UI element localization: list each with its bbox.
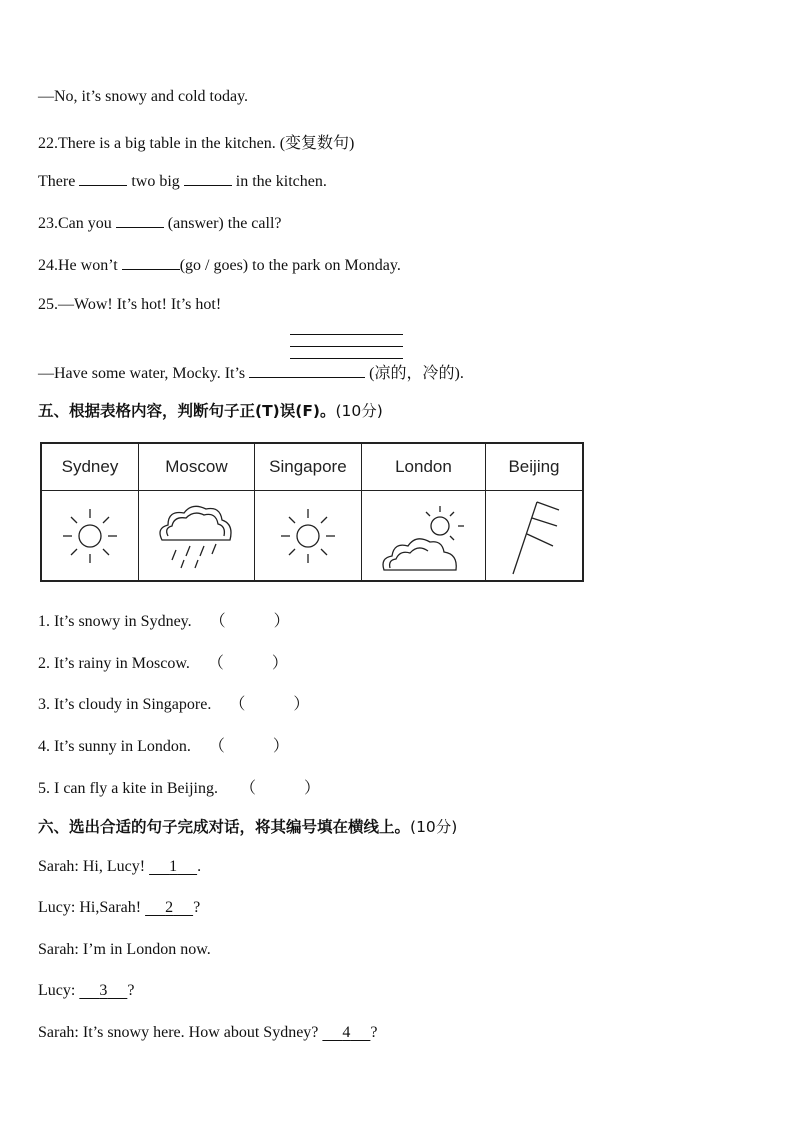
cloud-sun-icon: [378, 496, 468, 576]
answer-blank[interactable]: [249, 363, 365, 378]
answer-paren[interactable]: （ ）: [239, 780, 320, 797]
city-header: Singapore: [254, 443, 361, 491]
statement-5: 5. I can fly a kite in Beijing. （ ）: [38, 780, 320, 797]
wind-flag-icon: [499, 494, 569, 578]
question-number: 23.: [38, 215, 58, 232]
dialogue-line-1: Sarah: Hi, Lucy! 1 .: [38, 858, 202, 875]
sun-icon: [273, 501, 343, 571]
question-number: 25.: [38, 296, 58, 313]
question-23: 23.Can you (answer) the call?: [38, 215, 282, 232]
weather-cell-london: [361, 491, 485, 582]
city-header: Moscow: [138, 443, 254, 491]
question-22-answer: There two big in the kitchen.: [38, 173, 327, 190]
city-header: London: [361, 443, 485, 491]
question-25-answer: —Have some water, Mocky. It’s (凉的，冷的).: [38, 365, 464, 382]
weather-table: [40, 442, 584, 582]
dialogue-blank-3[interactable]: 3: [99, 982, 108, 999]
dialogue-line-4: Lucy: 3 ?: [38, 982, 135, 999]
dialogue-line-3: Sarah: I’m in London now.: [38, 941, 211, 958]
statement-2: 2. It’s rainy in Moscow. （ ）: [38, 655, 288, 672]
answer-paren[interactable]: （ ）: [208, 738, 289, 755]
question-25: 25.—Wow! It’s hot! It’s hot!: [38, 296, 222, 313]
weather-cell-sydney: [41, 491, 138, 582]
dialogue-blank-4[interactable]: 4: [342, 1024, 351, 1041]
answer-blank[interactable]: [122, 255, 180, 270]
city-header: Sydney: [41, 443, 138, 491]
question-24: 24.He won’t (go / goes) to the park on Monday.: [38, 257, 401, 274]
answer-paren[interactable]: （ ）: [209, 613, 290, 630]
weather-cell-moscow: [138, 491, 254, 582]
rain-cloud-icon: [154, 498, 238, 574]
sun-icon: [55, 501, 125, 571]
statement-4: 4. It’s sunny in London. （ ）: [38, 738, 289, 755]
dialogue-line-5: Sarah: It’s snowy here. How about Sydney? 4 ?: [38, 1024, 378, 1041]
city-header: Beijing: [485, 443, 583, 491]
statement-1: 1. It’s snowy in Sydney. （ ）: [38, 613, 290, 630]
question-text: There is a big table in the kitchen. (变复数句): [58, 135, 355, 152]
question-number: 22.: [38, 135, 58, 152]
weather-cell-singapore: [254, 491, 361, 582]
statement-3: 3. It’s cloudy in Singapore. （ ）: [38, 696, 310, 713]
section-6-heading: 六、选出合适的句子完成对话，将其编号填在横线上。(10分): [38, 818, 458, 836]
dialogue-blank-1[interactable]: 1: [169, 858, 178, 875]
weather-cell-beijing: [485, 491, 583, 582]
dialogue-blank-2[interactable]: 2: [165, 899, 174, 916]
line-21-answer: —No, it’s snowy and cold today.: [38, 88, 249, 105]
answer-blank[interactable]: [79, 171, 127, 186]
dialogue-line-2: Lucy: Hi,Sarah! 2 ?: [38, 899, 201, 916]
answer-blank[interactable]: [116, 213, 164, 228]
answer-paren[interactable]: （ ）: [207, 655, 288, 672]
question-22: [38, 130, 354, 153]
answer-blank[interactable]: [184, 171, 232, 186]
question-number: 24.: [38, 257, 58, 274]
answer-paren[interactable]: （ ）: [229, 696, 310, 713]
section-5-heading: 五、根据表格内容，判断句子正(T)误(F)。(10分): [38, 402, 383, 420]
